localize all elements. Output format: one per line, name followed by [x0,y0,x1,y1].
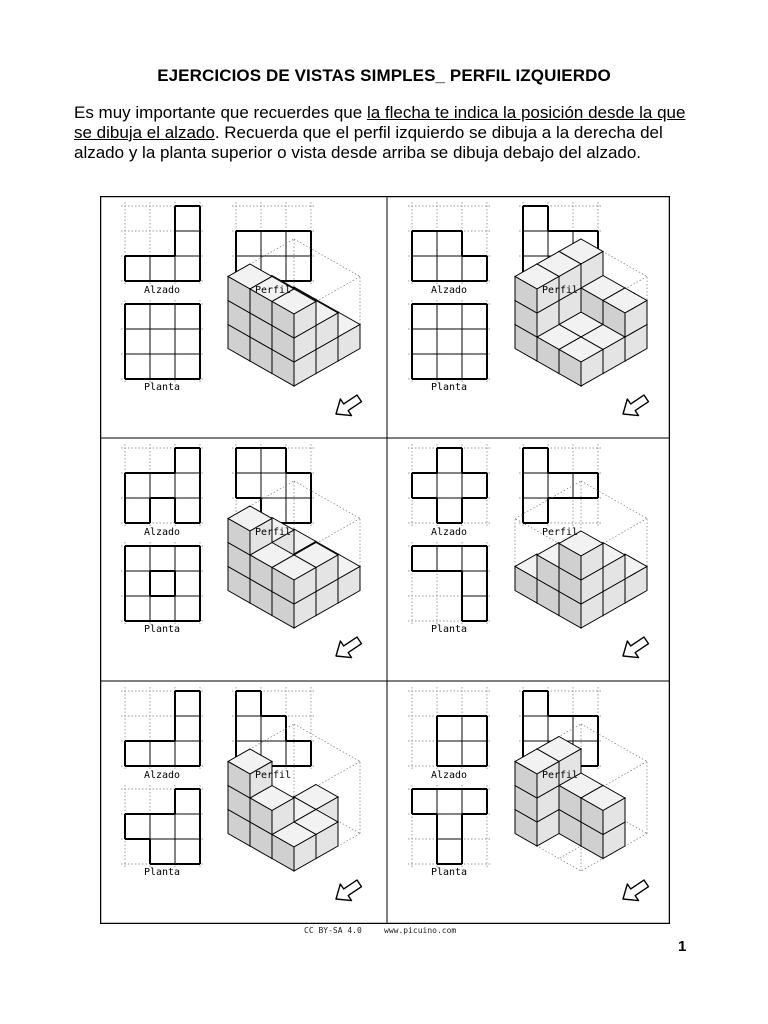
alzado-label: Alzado [143,527,181,538]
view-cell [150,329,175,354]
view-cell [175,329,200,354]
perfil-label: Perfil [254,285,292,296]
license-note: CC BY-SA 4.0 [304,926,362,935]
alzado-view [408,444,491,527]
view-cell [462,716,487,741]
planta-label: Planta [143,382,181,393]
view-cell [462,354,487,379]
view-cell [462,571,487,596]
view-cell [125,473,150,498]
view-cell [462,741,487,766]
view-cell [261,231,286,256]
alzado-label: Alzado [143,285,181,296]
view-cell [437,741,462,766]
view-cell [437,498,462,523]
alzado-view [408,202,491,285]
view-cell [175,814,200,839]
arrow-shape [330,390,364,422]
alzado-view [121,687,204,770]
view-cell [125,741,150,766]
planta-view [121,785,204,868]
view-cell [437,256,462,281]
perfil-label: Perfil [541,527,579,538]
view-cell [175,741,200,766]
view-cell [175,354,200,379]
view-cell [175,839,200,864]
view-cell [412,231,437,256]
perfil-label: Perfil [541,285,579,296]
view-cell [437,329,462,354]
view-cell [125,546,150,571]
view-cell [523,691,548,716]
view-direction-arrow-icon [617,390,651,422]
alzado-view [121,444,204,527]
view-cell [125,354,150,379]
view-cell [125,256,150,281]
view-cell [412,329,437,354]
view-cell [150,546,175,571]
view-cell [462,596,487,621]
intro-text-start: Es muy importante que recuerdes que [74,103,367,122]
view-cell [125,571,150,596]
view-cell [437,716,462,741]
view-cell [412,256,437,281]
arrow-shape [617,390,651,422]
view-cell [286,256,311,281]
view-cell [437,789,462,814]
view-cell [150,304,175,329]
view-cell [462,546,487,571]
iso-grid-line [294,239,360,277]
alzado-label: Alzado [430,527,468,538]
page-title: EJERCICIOS DE VISTAS SIMPLES_ PERFIL IZQUIERDO [157,66,611,85]
iso-grid-line [294,481,360,519]
view-cell [125,304,150,329]
planta-label: Planta [430,382,468,393]
view-cell [437,448,462,473]
planta-view [408,300,491,383]
view-cell [573,473,598,498]
view-direction-arrow-icon [330,390,364,422]
view-cell [523,498,548,523]
view-cell [523,716,548,741]
view-cell [175,571,200,596]
iso-grid-line [294,724,360,762]
view-cell [462,304,487,329]
alzado-label: Alzado [143,770,181,781]
view-cell [175,716,200,741]
planta-label: Planta [430,867,468,878]
intro-text-end: . Recuerda que el perfil izquierdo se dibuja a la derecha del alzado y la planta superior o vista desde arriba se dibuja debajo del alzado. [74,123,663,162]
view-cell [261,716,286,741]
view-cell [523,448,548,473]
arrow-shape [617,875,651,907]
view-cell [523,473,548,498]
view-cell [150,839,175,864]
view-cell [412,546,437,571]
view-cell [286,741,311,766]
view-cell [462,473,487,498]
planta-view [408,542,491,625]
view-cell [236,473,261,498]
view-cell [523,231,548,256]
view-cell [125,329,150,354]
view-cell [175,596,200,621]
view-cell [175,691,200,716]
isometric-solid [515,239,647,386]
view-direction-arrow-icon [617,632,651,664]
view-cell [150,354,175,379]
view-cell [175,498,200,523]
view-cell [523,206,548,231]
view-cell [261,473,286,498]
isometric-solid [515,724,647,871]
view-cell [125,814,150,839]
view-cell [125,498,150,523]
alzado-label: Alzado [430,285,468,296]
view-cell [175,231,200,256]
arrow-shape [330,875,364,907]
website-note: www.picuino.com [384,926,457,935]
view-cell [573,716,598,741]
planta-view [408,785,491,868]
view-cell [412,789,437,814]
iso-grid-line [581,481,647,519]
arrow-shape [617,632,651,664]
planta-label: Planta [143,867,181,878]
isometric-solid [515,481,647,628]
alzado-label: Alzado [430,770,468,781]
view-cell [437,354,462,379]
planta-view [121,300,204,383]
intro-underlined-text: la flecha te indica la posición desde la que se dibuja el alzado [74,103,686,142]
view-cell [261,448,286,473]
isometric-solid [228,239,360,386]
planta-label: Planta [143,624,181,635]
view-cell [286,231,311,256]
isometric-solid [228,481,360,628]
alzado-view [121,202,204,285]
perfil-label: Perfil [254,527,292,538]
intro-paragraph [74,103,704,163]
view-cell [437,231,462,256]
view-cell [175,473,200,498]
perfil-label: Perfil [541,770,579,781]
view-cell [437,814,462,839]
view-cell [150,473,175,498]
perfil-label: Perfil [254,770,292,781]
planta-label: Planta [430,624,468,635]
view-cell [437,304,462,329]
view-cell [412,304,437,329]
view-cell [462,789,487,814]
arrow-shape [330,632,364,664]
view-cell [462,329,487,354]
view-cell [150,596,175,621]
page-number: 1 [678,938,687,955]
view-cell [412,473,437,498]
view-cell [286,473,311,498]
view-cell [437,546,462,571]
view-cell [548,473,573,498]
planta-view [121,542,204,625]
view-direction-arrow-icon [330,632,364,664]
view-cell [236,448,261,473]
isometric-solid [228,724,360,871]
view-cell [236,691,261,716]
view-cell [150,741,175,766]
view-direction-arrow-icon [617,875,651,907]
view-cell [175,448,200,473]
view-cell [437,839,462,864]
view-cell [412,354,437,379]
view-cell [125,596,150,621]
alzado-view [408,687,491,770]
view-direction-arrow-icon [330,875,364,907]
exercise-sheet [100,196,670,924]
exercise-drawings [100,196,670,924]
view-cell [175,206,200,231]
view-cell [236,716,261,741]
view-cell [175,789,200,814]
view-cell [286,498,311,523]
view-cell [462,256,487,281]
view-cell [175,546,200,571]
view-cell [150,814,175,839]
view-cell [175,304,200,329]
view-cell [437,473,462,498]
view-cell [175,256,200,281]
perfil-view [519,444,602,527]
view-cell [236,231,261,256]
view-cell [150,256,175,281]
iso-grid-line [581,724,647,762]
